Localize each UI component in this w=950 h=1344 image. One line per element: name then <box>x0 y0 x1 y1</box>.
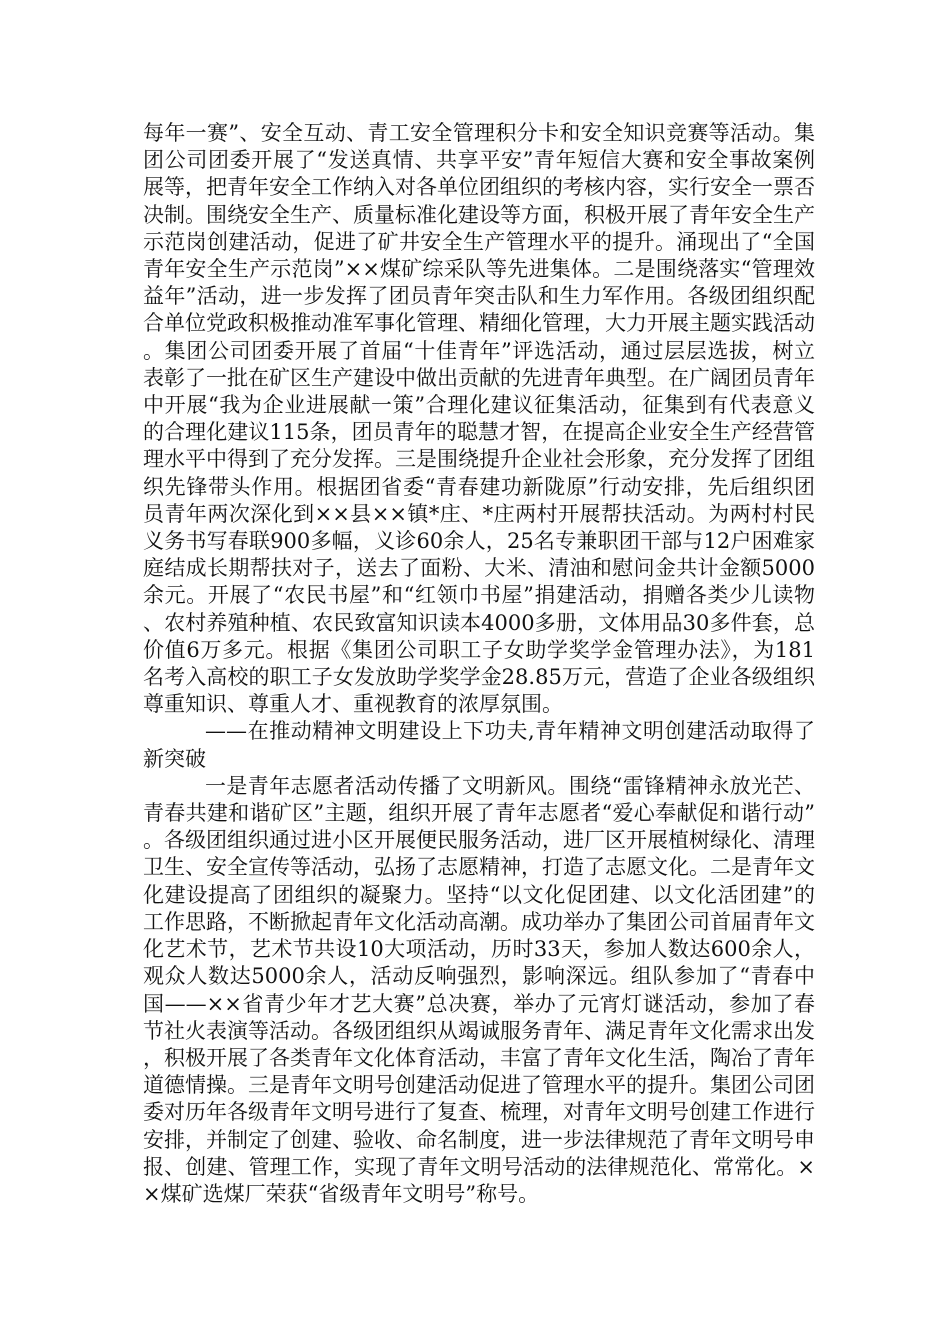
section-heading: ——在推动精神文明建设上下功夫,青年精神文明创建活动取得了新突破 <box>143 719 815 771</box>
body-paragraph-1: 每年一赛”、安全互动、青工安全管理积分卡和安全知识竞赛等活动。集团公司团委开展了“发送真情、共享平安”青年短信大赛和安全事故案例展等，把青年安全工作纳入对各单位团组织的考核内容，实行安全一票否决制。围绕安全生产、质量标准化建设等方面，积极开展了青年安全生产示范岗创建活动，促进了矿井安全生产管理水平的提升。涌现出了“全国青年安全生产示范岗”××煤矿综采队等先进集体。二是围绕落实“管理效益年”活动，进一步发挥了团员青年突击队和生力军作用。各级团组织配合单位党政积极推动准军事化管理、精细化管理，大力开展主题实践活动。集团公司团委开展了首届“十佳青年”评选活动，通过层层选拔，树立表彰了一批在矿区生产建设中做出贡献的先进青年典型。在广阔团员青年中开展“我为企业进展献一策”合理化建议征集活动，征集到有代表意义的合理化建议115条，团员青年的聪慧才智，在提高企业安全生产经营管理水平中得到了充分发挥。三是围绕提升企业社会形象，充分发挥了团组织先锋带头作用。根据团省委“青春建功新陇原”行动安排，先后组织团员青年两次深化到××县××镇*庄、*庄两村开展帮扶活动。为两村村民义务书写春联900多幅，义诊60余人，25名专兼职团干部与12户困难家庭结成长期帮扶对子，送去了面粉、大米、清油和慰问金共计金额5000余元。开展了“农民书屋”和“红领巾书屋”捐建活动，捐赠各类少儿读物、农村养殖种植、农民致富知识读本4000多册，文体用品30多件套，总价值6万多元。根据《集团公司职工子女助学奖学金管理办法》，为181名考入高校的职工子女发放助学奖学金28.85万元，营造了企业各级组织尊重知识、尊重人才、重视教育的浓厚氛围。 <box>143 121 815 717</box>
body-paragraph-2: 一是青年志愿者活动传播了文明新风。围绕“雷锋精神永放光芒、青春共建和谐矿区”主题，组织开展了青年志愿者“爱心奉献促和谐行动”。各级团组织通过进小区开展便民服务活动，进厂区开展植树绿化、清理卫生、安全宣传等活动，弘扬了志愿精神，打造了志愿文化。二是青年文化建设提高了团组织的凝聚力。坚持“以文化促团建、以文化活团建”的工作思路，不断掀起青年文化活动高潮。成功举办了集团公司首届青年文化艺术节，艺术节共设10大项活动，历时33天，参加人数达600余人，观众人数达5000余人，活动反响强烈，影响深远。组队参加了“青春中国——××省青少年才艺大赛”总决赛，举办了元宵灯谜活动，参加了春节社火表演等活动。各级团组织从竭诚服务青年、满足青年文化需求出发，积极开展了各类青年文化体育活动，丰富了青年文化生活，陶冶了青年道德情操。三是青年文明号创建活动促进了管理水平的提升。集团公司团委对历年各级青年文明号进行了复查、梳理，对青年文明号创建工作进行安排，并制定了创建、验收、命名制度，进一步法律规范了青年文明号申报、创建、管理工作，实现了青年文明号活动的法律规范化、常常化。××煤矿选煤厂荣获“省级青年文明号”称号。 <box>143 773 815 1206</box>
document-body <box>143 120 815 1208</box>
